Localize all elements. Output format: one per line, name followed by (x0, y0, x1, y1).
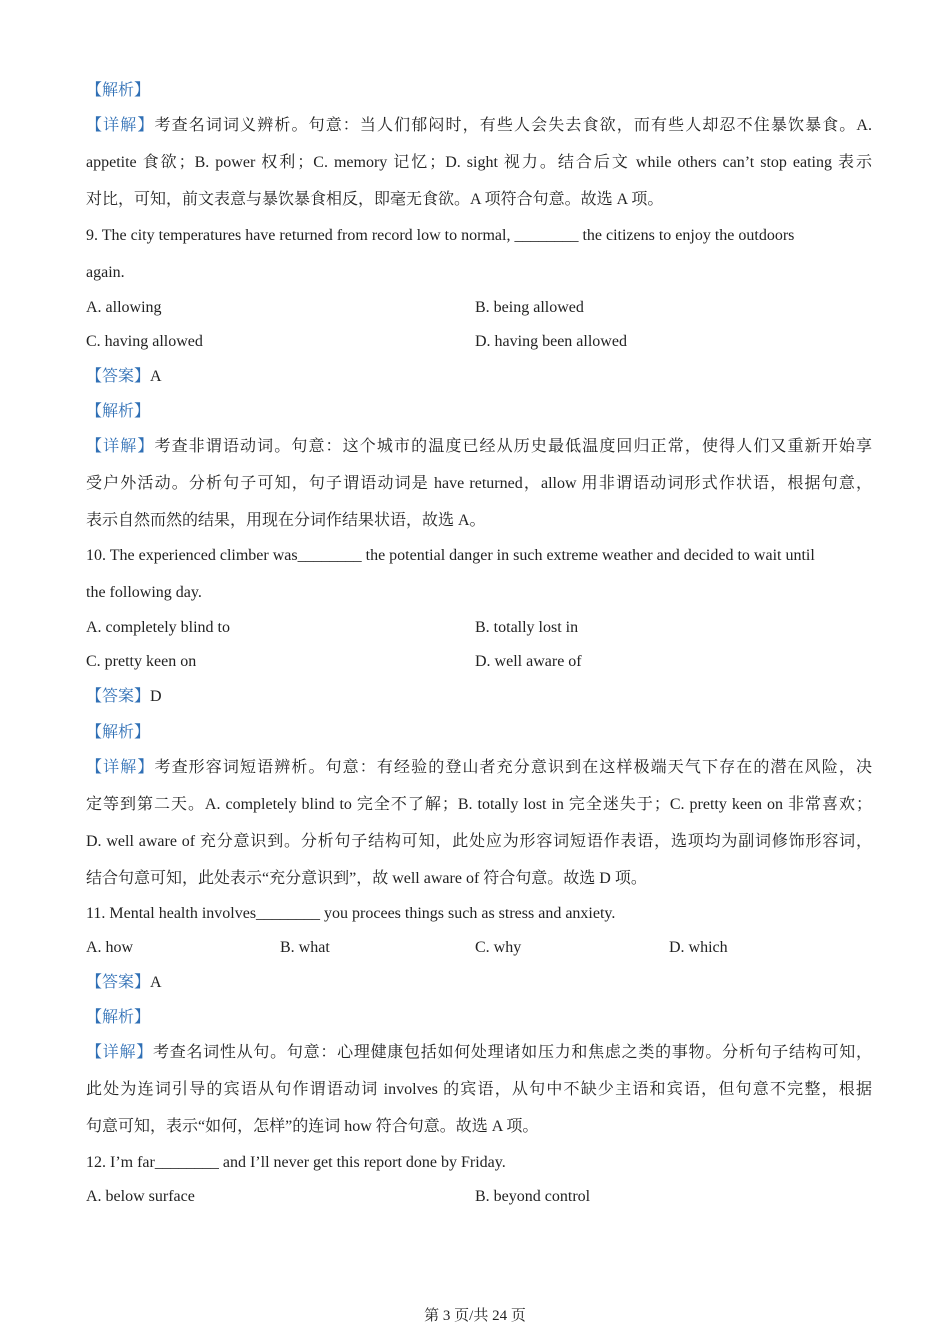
q9-detail-tag: 【详解】 (86, 438, 155, 455)
q11-option-a: A. how (86, 939, 134, 956)
q11-detail-line-2: 此处为连词引导的宾语从句作谓语动词 involves 的宾语，从句中不缺少主语和宾语，但句意不完整，根据 (86, 1081, 872, 1098)
q10-analysis-tag: 【解析】 (86, 724, 151, 741)
q8-analysis-tag: 【解析】 (86, 82, 151, 99)
q9-stem-line-1: 9. The city temperatures have returned from record low to normal, ________ the citizens to enjoy the outdoors (86, 227, 795, 244)
q10-detail-line-4: 结合句意可知，此处表示“充分意识到”，故 well aware of 符合句意。故选 D 项。 (86, 870, 647, 887)
q11-option-c: C. why (475, 939, 522, 956)
q9-detail-line-2: 受户外活动。分析句子可知，句子谓语动词是 have returned，allow 用非谓语动词形式作状语，根据句意， (86, 475, 872, 492)
q10-detail-tag: 【详解】 (86, 759, 155, 776)
q11-answer-line (86, 973, 162, 993)
q11-answer: A (150, 974, 162, 991)
q9-analysis-tag: 【解析】 (86, 403, 151, 420)
q11-option-b: B. what (280, 939, 330, 956)
q8-detail-line-2: appetite 食欲；B. power 权利；C. memory 记忆；D. sight 视力。结合后文 while others can’t stop eating 表示 (86, 154, 872, 171)
q10-option-d: D. well aware of (475, 653, 582, 670)
q9-option-b: B. being allowed (475, 299, 584, 316)
q10-answer: D (150, 688, 162, 705)
q10-detail-line-2: 定等到第二天。A. completely blind to 完全不了解；B. totally lost in 完全迷失于；C. pretty keen on 非常喜欢； (86, 796, 872, 813)
q10-option-a: A. completely blind to (86, 619, 230, 636)
q9-answer-tag: 【答案】 (86, 368, 151, 385)
q11-detail-line-1 (86, 1043, 872, 1063)
page-number: 第 3 页/共 24 页 (424, 1308, 526, 1324)
q9-answer-line (86, 367, 162, 387)
q8-detail-tag: 【详解】 (86, 117, 155, 134)
q10-detail-text-1: 考查形容词短语辨析。句意：有经验的登山者充分意识到在这样极端天气下存在的潜在风险，决 (154, 759, 872, 776)
q10-option-c: C. pretty keen on (86, 653, 197, 670)
q11-answer-tag: 【答案】 (86, 974, 151, 991)
q9-detail-line-1 (86, 437, 872, 457)
q11-detail-tag: 【详解】 (86, 1044, 153, 1061)
q10-option-b: B. totally lost in (475, 619, 579, 636)
q10-detail-line-1 (86, 758, 872, 778)
q12-option-a: A. below surface (86, 1188, 195, 1205)
q11-stem-line-1: 11. Mental health involves________ you procees things such as stress and anxiety. (86, 905, 616, 922)
q8-detail-text-1: 考查名词词义辨析。句意：当人们郁闷时，有些人会失去食欲，而有些人却忍不住暴饮暴食。A. (154, 117, 872, 134)
q9-answer: A (150, 368, 162, 385)
q12-stem-line-1: 12. I’m far________ and I’ll never get this report done by Friday. (86, 1154, 506, 1171)
q10-answer-tag: 【答案】 (86, 688, 151, 705)
q10-stem-line-1: 10. The experienced climber was________ the potential danger in such extreme weather and decided to wait until (86, 547, 815, 564)
q10-answer-line (86, 687, 162, 707)
q11-detail-line-3: 句意可知，表示“如何，怎样”的连词 how 符合句意。故选 A 项。 (86, 1118, 539, 1135)
q11-detail-text-1: 考查名词性从句。句意：心理健康包括如何处理诸如压力和焦虑之类的事物。分析句子结构可知， (152, 1044, 872, 1061)
q9-option-c: C. having allowed (86, 333, 203, 350)
q12-option-b: B. beyond control (475, 1188, 591, 1205)
q9-option-a: A. allowing (86, 299, 162, 316)
q8-detail-line-1 (86, 116, 872, 136)
q9-option-d: D. having been allowed (475, 333, 627, 350)
q9-detail-line-3: 表示自然而然的结果，用现在分词作结果状语，故选 A。 (86, 512, 486, 529)
q9-stem-line-2: again. (86, 264, 125, 281)
q9-detail-text-1: 考查非谓语动词。句意：这个城市的温度已经从历史最低温度回归正常，使得人们又重新开始享 (154, 438, 872, 455)
q10-detail-line-3: D. well aware of 充分意识到。分析句子结构可知，此处应为形容词短语作表语，选项均为副词修饰形容词， (86, 833, 872, 850)
q11-analysis-tag: 【解析】 (86, 1009, 151, 1026)
q11-option-d: D. which (669, 939, 728, 956)
q8-detail-line-3: 对比，可知，前文表意与暴饮暴食相反，即毫无食欲。A 项符合句意。故选 A 项。 (86, 191, 664, 208)
q10-stem-line-2: the following day. (86, 584, 202, 601)
